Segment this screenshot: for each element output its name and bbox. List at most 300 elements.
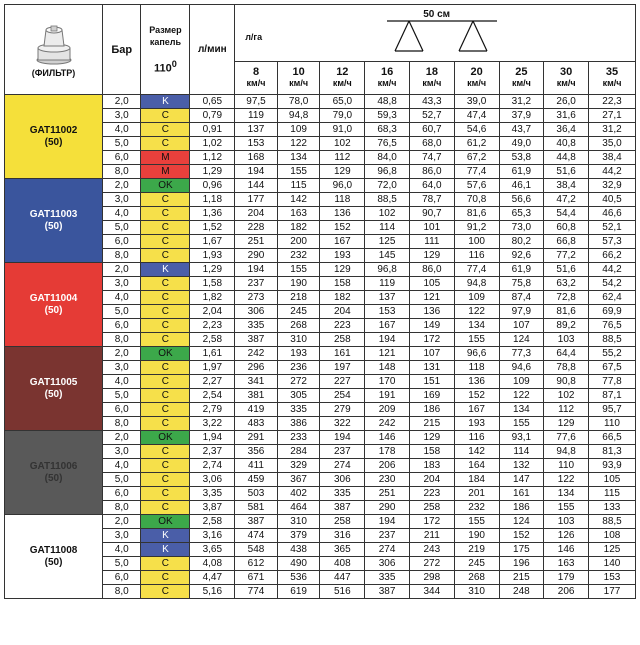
application-rate-cell: 81,6 bbox=[544, 305, 589, 319]
nozzle-model-name: GAT11005 bbox=[29, 376, 78, 388]
application-rate-cell: 77,4 bbox=[454, 263, 499, 277]
application-rate-cell: 335 bbox=[320, 487, 365, 501]
application-rate-cell: 93,9 bbox=[589, 459, 636, 473]
application-rate-cell: 81,3 bbox=[589, 445, 636, 459]
application-rate-cell: 402 bbox=[277, 487, 320, 501]
flow-rate-cell: 1,18 bbox=[190, 193, 235, 207]
nozzle-model-gat11003 bbox=[5, 179, 103, 263]
application-rate-cell: 94,8 bbox=[544, 445, 589, 459]
flow-rate-cell: 1,61 bbox=[190, 347, 235, 361]
nozzle-model-name: GAT11006 bbox=[29, 460, 78, 472]
droplet-size-label-2: капель bbox=[149, 37, 182, 48]
application-rate-cell: 84,0 bbox=[365, 151, 410, 165]
application-rate-cell: 194 bbox=[235, 263, 278, 277]
application-rate-cell: 134 bbox=[277, 151, 320, 165]
application-rate-cell: 118 bbox=[454, 361, 499, 375]
application-rate-cell: 186 bbox=[499, 501, 544, 515]
application-rate-cell: 73,0 bbox=[499, 221, 544, 235]
application-rate-cell: 190 bbox=[454, 529, 499, 543]
application-rate-cell: 40,5 bbox=[589, 193, 636, 207]
application-rate-cell: 306 bbox=[235, 305, 278, 319]
application-rate-cell: 77,6 bbox=[544, 431, 589, 445]
application-rate-cell: 109 bbox=[454, 291, 499, 305]
application-rate-cell: 474 bbox=[235, 529, 278, 543]
pressure-cell: 4,0 bbox=[103, 123, 141, 137]
application-rate-cell: 65,3 bbox=[499, 207, 544, 221]
speed-value: 16 bbox=[380, 66, 394, 78]
application-rate-cell: 290 bbox=[365, 501, 410, 515]
application-rate-cell: 59,3 bbox=[365, 109, 410, 123]
application-rate-cell: 194 bbox=[365, 333, 410, 347]
application-rate-cell: 227 bbox=[320, 375, 365, 389]
application-rate-cell: 129 bbox=[320, 165, 365, 179]
table-row bbox=[5, 95, 636, 109]
application-rate-cell: 77,4 bbox=[454, 165, 499, 179]
application-rate-cell: 51,6 bbox=[544, 263, 589, 277]
droplet-size-cell: C bbox=[141, 319, 190, 333]
application-rate-cell: 142 bbox=[454, 445, 499, 459]
application-rate-cell: 136 bbox=[320, 207, 365, 221]
speed-header-12 bbox=[320, 62, 365, 95]
application-rate-cell: 190 bbox=[277, 277, 320, 291]
application-rate-cell: 209 bbox=[365, 403, 410, 417]
nozzle-model-gat11004 bbox=[5, 263, 103, 347]
nozzle-model-filter: (50) bbox=[44, 220, 63, 232]
application-rate-cell: 148 bbox=[365, 361, 410, 375]
application-rate-cell: 335 bbox=[277, 403, 320, 417]
flow-rate-cell: 1,94 bbox=[190, 431, 235, 445]
droplet-size-cell: C bbox=[141, 291, 190, 305]
droplet-size-cell: C bbox=[141, 375, 190, 389]
application-rate-cell: 69,9 bbox=[589, 305, 636, 319]
flow-rate-cell: 3,06 bbox=[190, 473, 235, 487]
application-rate-cell: 310 bbox=[277, 515, 320, 529]
application-rate-cell: 52,1 bbox=[589, 221, 636, 235]
application-rate-cell: 70,8 bbox=[454, 193, 499, 207]
table-row bbox=[5, 515, 636, 529]
flow-rate-cell: 1,02 bbox=[190, 137, 235, 151]
application-rate-cell: 268 bbox=[277, 319, 320, 333]
application-rate-cell: 78,8 bbox=[544, 361, 589, 375]
application-rate-cell: 95,7 bbox=[589, 403, 636, 417]
application-rate-cell: 66,5 bbox=[589, 431, 636, 445]
application-rate-cell: 163 bbox=[277, 207, 320, 221]
application-rate-cell: 88,5 bbox=[365, 193, 410, 207]
application-rate-cell: 137 bbox=[365, 291, 410, 305]
speed-unit: км/ч bbox=[602, 78, 622, 88]
application-rate-cell: 94,6 bbox=[499, 361, 544, 375]
application-rate-cell: 78,7 bbox=[409, 193, 454, 207]
application-rate-cell: 74,7 bbox=[409, 151, 454, 165]
application-rate-cell: 167 bbox=[454, 403, 499, 417]
application-rate-cell: 296 bbox=[235, 361, 278, 375]
application-rate-cell: 109 bbox=[277, 123, 320, 137]
application-rate-cell: 57,6 bbox=[454, 179, 499, 193]
pressure-cell: 8,0 bbox=[103, 585, 141, 599]
application-rate-cell: 107 bbox=[409, 347, 454, 361]
application-rate-cell: 387 bbox=[320, 501, 365, 515]
application-rate-cell: 90,8 bbox=[544, 375, 589, 389]
application-rate-cell: 182 bbox=[320, 291, 365, 305]
application-rate-cell: 215 bbox=[409, 417, 454, 431]
droplet-size-cell: C bbox=[141, 249, 190, 263]
application-rate-cell: 153 bbox=[365, 305, 410, 319]
application-rate-cell: 122 bbox=[499, 389, 544, 403]
pressure-cell: 2,0 bbox=[103, 263, 141, 277]
droplet-size-cell: K bbox=[141, 529, 190, 543]
application-rate-cell: 193 bbox=[277, 347, 320, 361]
application-rate-cell: 322 bbox=[320, 417, 365, 431]
application-rate-cell: 175 bbox=[499, 543, 544, 557]
nozzle-model-name: GAT11008 bbox=[29, 544, 78, 556]
application-rate-cell: 97,5 bbox=[235, 95, 278, 109]
application-rate-cell: 102 bbox=[320, 137, 365, 151]
pressure-cell: 3,0 bbox=[103, 529, 141, 543]
application-rate-cell: 184 bbox=[454, 473, 499, 487]
application-rate-cell: 26,0 bbox=[544, 95, 589, 109]
nozzle-icon bbox=[34, 22, 74, 66]
application-rate-cell: 96,8 bbox=[365, 263, 410, 277]
application-rate-cell: 81,6 bbox=[454, 207, 499, 221]
application-rate-cell: 161 bbox=[320, 347, 365, 361]
application-rate-cell: 43,3 bbox=[409, 95, 454, 109]
application-rate-cell: 151 bbox=[409, 375, 454, 389]
nozzle-model-filter: (50) bbox=[44, 388, 63, 400]
pressure-cell: 2,0 bbox=[103, 95, 141, 109]
application-rate-cell: 137 bbox=[235, 123, 278, 137]
application-rate-cell: 177 bbox=[235, 193, 278, 207]
application-rate-cell: 182 bbox=[277, 221, 320, 235]
application-rate-cell: 153 bbox=[589, 571, 636, 585]
application-rate-cell: 284 bbox=[277, 445, 320, 459]
application-rate-cell: 258 bbox=[409, 501, 454, 515]
pressure-cell: 6,0 bbox=[103, 151, 141, 165]
rate-table-body bbox=[5, 95, 636, 599]
application-rate-cell: 47,4 bbox=[454, 109, 499, 123]
droplet-size-cell: C bbox=[141, 389, 190, 403]
application-rate-cell: 136 bbox=[409, 305, 454, 319]
pressure-cell: 4,0 bbox=[103, 543, 141, 557]
application-rate-cell: 147 bbox=[499, 473, 544, 487]
application-rate-cell: 44,8 bbox=[544, 151, 589, 165]
application-rate-cell: 237 bbox=[365, 529, 410, 543]
application-rate-cell: 36,4 bbox=[544, 123, 589, 137]
speed-unit: км/ч bbox=[467, 78, 487, 88]
droplet-size-cell: OK bbox=[141, 179, 190, 193]
application-rate-cell: 152 bbox=[499, 529, 544, 543]
application-rate-cell: 447 bbox=[320, 571, 365, 585]
application-rate-cell: 116 bbox=[454, 249, 499, 263]
pressure-cell: 2,0 bbox=[103, 515, 141, 529]
application-rate-cell: 243 bbox=[409, 543, 454, 557]
pressure-cell: 3,0 bbox=[103, 109, 141, 123]
application-rate-cell: 61,2 bbox=[454, 137, 499, 151]
application-rate-cell: 119 bbox=[235, 109, 278, 123]
application-rate-cell: 155 bbox=[454, 515, 499, 529]
pressure-cell: 8,0 bbox=[103, 249, 141, 263]
application-rate-cell: 100 bbox=[454, 235, 499, 249]
flow-rate-cell: 2,58 bbox=[190, 515, 235, 529]
application-rate-cell: 87,1 bbox=[589, 389, 636, 403]
droplet-size-cell: C bbox=[141, 235, 190, 249]
pressure-cell: 2,0 bbox=[103, 179, 141, 193]
droplet-size-cell: C bbox=[141, 403, 190, 417]
droplet-size-cell: M bbox=[141, 165, 190, 179]
application-rate-cell: 167 bbox=[365, 319, 410, 333]
application-rate-cell: 67,5 bbox=[589, 361, 636, 375]
nozzle-model-filter: (50) bbox=[44, 472, 63, 484]
speed-unit: км/ч bbox=[556, 78, 576, 88]
application-rate-cell: 68,0 bbox=[409, 137, 454, 151]
application-rate-cell: 89,2 bbox=[544, 319, 589, 333]
flow-rate-cell: 2,37 bbox=[190, 445, 235, 459]
application-rate-cell: 43,7 bbox=[499, 123, 544, 137]
flow-rate-cell: 2,74 bbox=[190, 459, 235, 473]
application-rate-cell: 40,8 bbox=[544, 137, 589, 151]
pressure-cell: 6,0 bbox=[103, 235, 141, 249]
application-rate-cell: 155 bbox=[277, 263, 320, 277]
application-rate-cell: 92,6 bbox=[499, 249, 544, 263]
application-rate-cell: 167 bbox=[320, 235, 365, 249]
application-rate-cell: 228 bbox=[235, 221, 278, 235]
pressure-cell: 5,0 bbox=[103, 389, 141, 403]
filter-label: (ФИЛЬТР) bbox=[31, 67, 76, 78]
speed-header-18 bbox=[409, 62, 454, 95]
application-rate-cell: 164 bbox=[454, 459, 499, 473]
application-rate-cell: 619 bbox=[277, 585, 320, 599]
application-rate-cell: 464 bbox=[277, 501, 320, 515]
pressure-cell: 6,0 bbox=[103, 319, 141, 333]
application-rate-cell: 194 bbox=[320, 431, 365, 445]
application-rate-cell: 54,4 bbox=[544, 207, 589, 221]
application-rate-cell: 94,8 bbox=[454, 277, 499, 291]
application-rate-cell: 191 bbox=[365, 389, 410, 403]
application-rate-cell: 86,0 bbox=[409, 263, 454, 277]
application-rate-cell: 367 bbox=[277, 473, 320, 487]
application-rate-cell: 121 bbox=[365, 347, 410, 361]
application-rate-cell: 72,8 bbox=[544, 291, 589, 305]
speed-unit: км/ч bbox=[377, 78, 397, 88]
application-rate-cell: 53,8 bbox=[499, 151, 544, 165]
application-rate-cell: 125 bbox=[589, 543, 636, 557]
application-rate-cell: 94,8 bbox=[277, 109, 320, 123]
pressure-cell: 5,0 bbox=[103, 305, 141, 319]
nozzle-model-filter: (50) bbox=[44, 136, 63, 148]
application-rate-cell: 112 bbox=[320, 151, 365, 165]
application-rate-cell: 197 bbox=[320, 361, 365, 375]
application-rate-cell: 105 bbox=[589, 473, 636, 487]
application-rate-cell: 245 bbox=[454, 557, 499, 571]
flow-rate-cell: 1,52 bbox=[190, 221, 235, 235]
application-rate-cell: 194 bbox=[235, 165, 278, 179]
application-rate-cell: 179 bbox=[544, 571, 589, 585]
flow-rate-cell: 1,12 bbox=[190, 151, 235, 165]
pressure-cell: 2,0 bbox=[103, 431, 141, 445]
application-rate-cell: 60,8 bbox=[544, 221, 589, 235]
application-rate-cell: 32,9 bbox=[589, 179, 636, 193]
lmin-header: л/мин bbox=[190, 5, 235, 95]
application-rate-cell: 115 bbox=[277, 179, 320, 193]
flow-rate-cell: 1,36 bbox=[190, 207, 235, 221]
application-rate-cell: 236 bbox=[277, 361, 320, 375]
application-rate-cell: 134 bbox=[454, 319, 499, 333]
application-rate-cell: 242 bbox=[365, 417, 410, 431]
application-rate-cell: 290 bbox=[235, 249, 278, 263]
application-rate-cell: 110 bbox=[544, 459, 589, 473]
bar-header: Бар bbox=[103, 5, 141, 95]
application-rate-cell: 233 bbox=[277, 431, 320, 445]
application-rate-cell: 51,6 bbox=[544, 165, 589, 179]
application-rate-cell: 193 bbox=[454, 417, 499, 431]
flow-rate-cell: 0,65 bbox=[190, 95, 235, 109]
droplet-size-cell: C bbox=[141, 571, 190, 585]
application-rate-cell: 206 bbox=[544, 585, 589, 599]
speed-header-30 bbox=[544, 62, 589, 95]
droplet-size-header bbox=[141, 5, 190, 95]
application-rate-cell: 158 bbox=[409, 445, 454, 459]
table-row bbox=[5, 347, 636, 361]
application-rate-cell: 387 bbox=[365, 585, 410, 599]
application-rate-cell: 204 bbox=[409, 473, 454, 487]
application-rate-cell: 103 bbox=[544, 515, 589, 529]
application-rate-cell: 60,7 bbox=[409, 123, 454, 137]
application-rate-cell: 55,2 bbox=[589, 347, 636, 361]
application-rate-cell: 177 bbox=[589, 585, 636, 599]
application-rate-cell: 206 bbox=[365, 459, 410, 473]
droplet-size-cell: C bbox=[141, 333, 190, 347]
application-rate-cell: 774 bbox=[235, 585, 278, 599]
pressure-cell: 3,0 bbox=[103, 361, 141, 375]
application-rate-cell: 77,2 bbox=[544, 249, 589, 263]
flow-rate-cell: 3,22 bbox=[190, 417, 235, 431]
application-rate-cell: 133 bbox=[589, 501, 636, 515]
application-rate-cell: 310 bbox=[277, 333, 320, 347]
pressure-cell: 6,0 bbox=[103, 571, 141, 585]
droplet-size-label-1: Размер bbox=[149, 25, 182, 36]
nozzle-model-gat11008 bbox=[5, 515, 103, 599]
application-rate-cell: 194 bbox=[365, 515, 410, 529]
application-rate-cell: 129 bbox=[320, 263, 365, 277]
application-rate-cell: 67,2 bbox=[454, 151, 499, 165]
droplet-size-cell: C bbox=[141, 137, 190, 151]
application-rate-cell: 46,6 bbox=[589, 207, 636, 221]
droplet-size-cell: C bbox=[141, 487, 190, 501]
application-rate-cell: 386 bbox=[277, 417, 320, 431]
application-rate-header bbox=[235, 5, 636, 62]
application-rate-cell: 129 bbox=[544, 417, 589, 431]
application-rate-cell: 72,0 bbox=[365, 179, 410, 193]
application-rate-cell: 119 bbox=[365, 277, 410, 291]
flow-rate-cell: 2,79 bbox=[190, 403, 235, 417]
application-rate-cell: 170 bbox=[365, 375, 410, 389]
application-rate-cell: 66,2 bbox=[589, 249, 636, 263]
flow-rate-cell: 3,65 bbox=[190, 543, 235, 557]
application-rate-cell: 155 bbox=[544, 501, 589, 515]
droplet-size-cell: C bbox=[141, 305, 190, 319]
application-rate-cell: 169 bbox=[409, 389, 454, 403]
application-rate-cell: 459 bbox=[235, 473, 278, 487]
application-rate-cell: 149 bbox=[409, 319, 454, 333]
application-rate-cell: 68,3 bbox=[365, 123, 410, 137]
speed-header-10 bbox=[277, 62, 320, 95]
droplet-size-cell: C bbox=[141, 193, 190, 207]
droplet-size-cell: C bbox=[141, 459, 190, 473]
droplet-size-cell: C bbox=[141, 557, 190, 571]
application-rate-cell: 77,3 bbox=[499, 347, 544, 361]
application-rate-cell: 44,2 bbox=[589, 165, 636, 179]
application-rate-cell: 49,0 bbox=[499, 137, 544, 151]
application-rate-cell: 153 bbox=[235, 137, 278, 151]
flow-rate-cell: 2,27 bbox=[190, 375, 235, 389]
application-rate-cell: 387 bbox=[235, 333, 278, 347]
application-rate-cell: 193 bbox=[320, 249, 365, 263]
application-rate-cell: 419 bbox=[235, 403, 278, 417]
flow-rate-cell: 4,08 bbox=[190, 557, 235, 571]
application-rate-cell: 78,0 bbox=[277, 95, 320, 109]
application-rate-cell: 37,9 bbox=[499, 109, 544, 123]
application-rate-cell: 536 bbox=[277, 571, 320, 585]
application-rate-cell: 503 bbox=[235, 487, 278, 501]
droplet-size-cell: C bbox=[141, 123, 190, 137]
pressure-cell: 8,0 bbox=[103, 501, 141, 515]
nozzle-model-filter: (50) bbox=[44, 304, 63, 316]
application-rate-cell: 132 bbox=[499, 459, 544, 473]
application-rate-cell: 145 bbox=[365, 249, 410, 263]
pressure-cell: 4,0 bbox=[103, 207, 141, 221]
application-rate-cell: 39,0 bbox=[454, 95, 499, 109]
application-rate-cell: 126 bbox=[544, 529, 589, 543]
application-rate-cell: 161 bbox=[499, 487, 544, 501]
application-rate-cell: 548 bbox=[235, 543, 278, 557]
droplet-size-cell: M bbox=[141, 151, 190, 165]
droplet-size-cell: OK bbox=[141, 431, 190, 445]
application-rate-cell: 62,4 bbox=[589, 291, 636, 305]
application-rate-cell: 341 bbox=[235, 375, 278, 389]
flow-rate-cell: 1,93 bbox=[190, 249, 235, 263]
application-rate-cell: 96,0 bbox=[320, 179, 365, 193]
droplet-size-cell: C bbox=[141, 473, 190, 487]
pressure-cell: 2,0 bbox=[103, 347, 141, 361]
droplet-size-cell: C bbox=[141, 277, 190, 291]
application-rate-cell: 316 bbox=[320, 529, 365, 543]
application-rate-cell: 490 bbox=[277, 557, 320, 571]
nozzle-model-gat11002 bbox=[5, 95, 103, 179]
application-rate-cell: 54,2 bbox=[589, 277, 636, 291]
flow-rate-cell: 5,16 bbox=[190, 585, 235, 599]
pressure-cell: 3,0 bbox=[103, 193, 141, 207]
application-rate-cell: 44,2 bbox=[589, 263, 636, 277]
application-rate-cell: 64,4 bbox=[544, 347, 589, 361]
application-rate-cell: 125 bbox=[365, 235, 410, 249]
application-rate-cell: 134 bbox=[499, 403, 544, 417]
nozzle-rate-chart bbox=[4, 4, 636, 637]
application-rate-cell: 31,6 bbox=[544, 109, 589, 123]
application-rate-cell: 152 bbox=[454, 389, 499, 403]
speed-header-8 bbox=[235, 62, 278, 95]
application-rate-cell: 258 bbox=[320, 333, 365, 347]
application-rate-cell: 483 bbox=[235, 417, 278, 431]
droplet-size-cell: K bbox=[141, 95, 190, 109]
rate-table bbox=[4, 4, 636, 599]
application-rate-cell: 183 bbox=[409, 459, 454, 473]
droplet-size-cell: OK bbox=[141, 515, 190, 529]
application-rate-cell: 438 bbox=[277, 543, 320, 557]
application-rate-cell: 204 bbox=[235, 207, 278, 221]
application-rate-cell: 64,0 bbox=[409, 179, 454, 193]
application-rate-cell: 146 bbox=[365, 431, 410, 445]
application-rate-cell: 268 bbox=[454, 571, 499, 585]
speed-value: 10 bbox=[292, 66, 305, 78]
